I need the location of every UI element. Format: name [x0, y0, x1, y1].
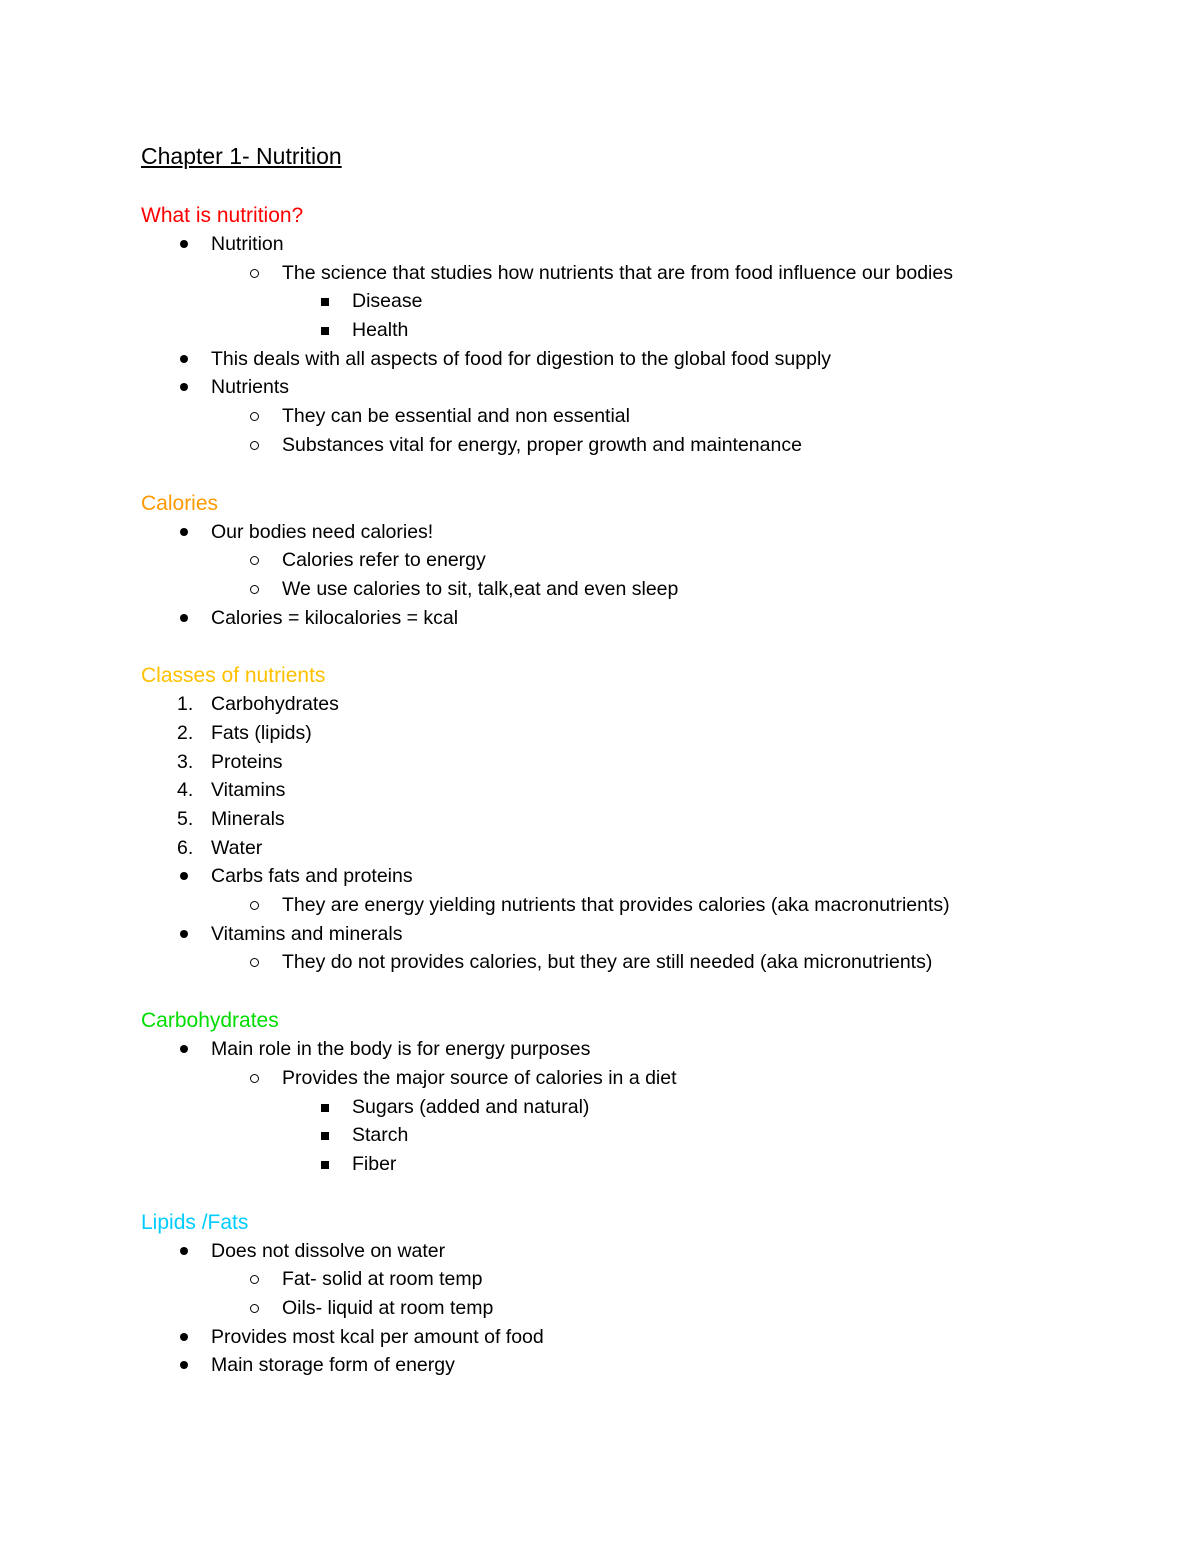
list-item-text: This deals with all aspects of food for digestion to the global food supply — [211, 347, 832, 370]
section-heading: Classes of nutrients — [141, 664, 326, 688]
list-item-text: Provides the major source of calories in a diet — [282, 1066, 677, 1089]
list-item — [141, 920, 1141, 949]
list-item — [141, 604, 1141, 633]
list-item — [141, 834, 1141, 863]
section — [141, 661, 1141, 977]
list-item-text: We use calories to sit, talk,eat and even sleep — [282, 577, 679, 600]
section — [141, 1006, 1141, 1178]
list-item-text: Health — [352, 319, 409, 342]
list-item-text: Disease — [352, 290, 423, 313]
list-item — [141, 1150, 1141, 1179]
list-item-text: Our bodies need calories! — [211, 520, 434, 543]
list-item — [141, 1351, 1141, 1380]
list-item — [141, 862, 1141, 891]
list-item-text: Fiber — [352, 1152, 397, 1175]
list-item-text: Minerals — [211, 808, 285, 830]
list-item — [141, 546, 1141, 575]
list-item-text: Sugars (added and natural) — [352, 1095, 590, 1118]
list-item-text: Carbohydrates — [211, 693, 339, 716]
list-item-text: Fats (lipids) — [211, 721, 312, 744]
section-heading: Calories — [141, 491, 219, 515]
list-item-text: Does not dissolve on water — [211, 1239, 446, 1262]
list-item — [141, 805, 1141, 834]
list-item-text: Nutrition — [211, 233, 284, 255]
list-item-text: Calories = kilocalories = kcal — [211, 606, 459, 629]
list-number: 2. — [177, 721, 194, 744]
list-item — [141, 690, 1141, 719]
list-item-text: Nutrients — [211, 376, 290, 399]
list-item-text: Main role in the body is for energy purposes — [211, 1038, 591, 1061]
list-item — [141, 1323, 1141, 1352]
list-item — [141, 719, 1141, 748]
list-item-text: Vitamins — [211, 779, 286, 802]
list-item-text: Starch — [352, 1124, 409, 1147]
list-item — [141, 259, 1141, 288]
list-item-text: Water — [211, 836, 263, 859]
list-item — [141, 1294, 1141, 1323]
list-item-text: Vitamins and minerals — [211, 922, 403, 945]
list-item-text: Substances vital for energy, proper growth and maintenance — [282, 433, 802, 456]
list-item-text: They do not provides calories, but they are still needed (aka micronutrients) — [282, 951, 933, 974]
document-body — [141, 201, 1141, 1380]
section — [141, 489, 1141, 633]
list-item — [141, 345, 1141, 374]
list-number: 1. — [177, 693, 194, 716]
list-item — [141, 1265, 1141, 1294]
list-item-text: They are energy yielding nutrients that provides calories (aka macronutrients) — [282, 894, 950, 917]
list-item — [141, 1121, 1141, 1150]
section — [141, 1208, 1141, 1380]
list-item — [141, 402, 1141, 431]
list-item — [141, 518, 1141, 547]
list-item-text: Main storage form of energy — [211, 1354, 455, 1377]
list-item — [141, 431, 1141, 460]
list-number: 6. — [177, 836, 194, 859]
list-item-text: Provides most kcal per amount of food — [211, 1325, 544, 1348]
document-title: Chapter 1- Nutrition — [141, 143, 342, 169]
section — [141, 201, 1141, 460]
list-item-text: Oils- liquid at room temp — [282, 1296, 494, 1319]
list-number: 5. — [177, 808, 194, 830]
list-item — [141, 575, 1141, 604]
list-item — [141, 1064, 1141, 1093]
list-number: 4. — [177, 779, 194, 802]
list-item — [141, 287, 1141, 316]
list-item-text: Carbs fats and proteins — [211, 865, 413, 888]
section-heading: What is nutrition? — [141, 204, 304, 227]
list-item-text: Proteins — [211, 750, 283, 773]
list-item — [141, 230, 1141, 259]
list-item-text: Fat- solid at room temp — [282, 1268, 483, 1291]
list-item — [141, 1093, 1141, 1122]
list-number: 3. — [177, 750, 194, 773]
document-page — [141, 140, 1141, 1409]
list-item — [141, 748, 1141, 777]
list-item — [141, 1035, 1141, 1064]
list-item — [141, 776, 1141, 805]
list-item-text: Calories refer to energy — [282, 549, 486, 572]
list-item — [141, 948, 1141, 977]
list-item-text: They can be essential and non essential — [282, 405, 630, 428]
section-heading: Lipids /Fats — [141, 1210, 249, 1234]
list-item — [141, 316, 1141, 345]
list-item — [141, 891, 1141, 920]
list-item — [141, 373, 1141, 402]
list-item — [141, 1237, 1141, 1266]
section-heading: Carbohydrates — [141, 1009, 279, 1033]
list-item-text: The science that studies how nutrients that are from food influence our bodies — [282, 261, 953, 284]
